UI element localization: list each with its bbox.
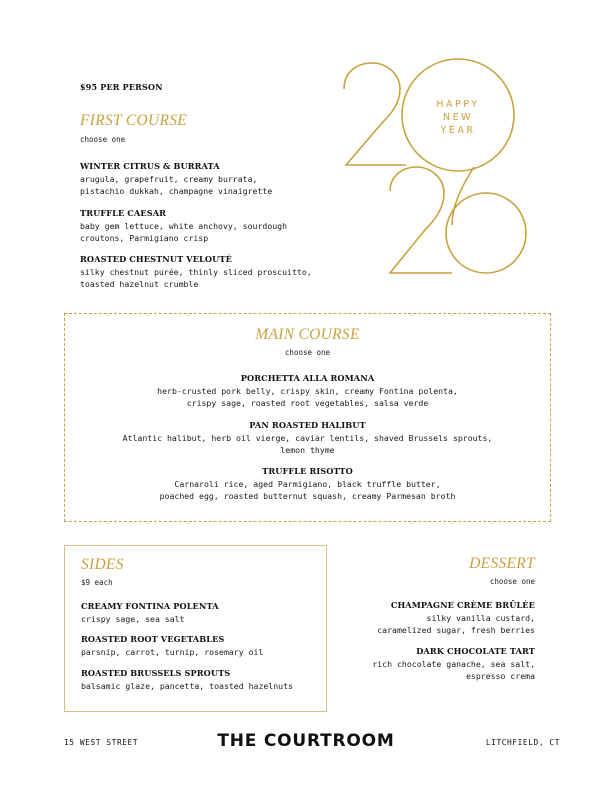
dish-description: crispy sage, roasted root vegetables, salsa verde <box>186 398 429 409</box>
dish-name: TRUFFLE CAESAR <box>80 207 167 218</box>
dish-name: DARK CHOCOLATE TART <box>416 645 535 656</box>
dish-description: pistachio dukkah, champagne vinaigrette <box>80 186 273 197</box>
dish-name: ROASTED ROOT VEGETABLES <box>81 634 225 645</box>
dish-description: rich chocolate ganache, sea salt, <box>372 658 535 669</box>
new-year-2026-logo <box>334 55 534 285</box>
dish-description: Atlantic halibut, herb oil vierge, caviar lentils, shaved Brussels sprouts, <box>122 432 493 443</box>
menu-item <box>80 208 350 245</box>
price-per-person: $95 PER PERSON <box>80 82 163 92</box>
dish-description: baby gem lettuce, white anchovy, sourdough <box>80 220 288 231</box>
dish-name: CREAMY FONTINA POLENTA <box>81 601 219 611</box>
new-text: NEW <box>442 112 474 123</box>
dish-name: PAN ROASTED HALIBUT <box>249 419 366 430</box>
first-course-section <box>80 112 350 301</box>
menu-item <box>330 646 535 683</box>
menu-item <box>81 601 326 625</box>
digit-two-top-icon <box>344 63 406 165</box>
dish-description: croutons, Parmigiano crisp <box>80 232 209 243</box>
dish-description: poached egg, roasted butternut squash, creamy Parmesan broth <box>159 491 456 502</box>
menu-item <box>65 420 550 457</box>
year-text: YEAR <box>440 125 476 136</box>
dish-name: WINTER CITRUS & BURRATA <box>80 161 220 171</box>
dish-description: herb-crusted pork belly, crispy skin, creamy Fontina polenta, <box>157 386 458 396</box>
dish-name: PORCHETTA ALLA ROMANA <box>240 373 375 383</box>
dish-name: ROASTED CHESTNUT VELOUTÉ <box>80 254 232 265</box>
dish-description: balsamic glaze, pancetta, toasted hazelnuts <box>81 680 293 691</box>
sides-price: $9 each <box>81 578 113 587</box>
menu-item <box>330 600 535 637</box>
sides-title: SIDES <box>81 556 124 573</box>
footer-location: LITCHFIELD, CT <box>485 738 560 747</box>
digit-six-loop-icon <box>446 193 526 273</box>
dish-name: TRUFFLE RISOTTO <box>262 466 353 477</box>
restaurant-brand: THE COURTROOM <box>217 731 395 751</box>
menu-item <box>65 466 550 503</box>
dessert-subtitle: choose one <box>489 577 535 586</box>
main-course-section <box>64 313 551 522</box>
sides-section <box>64 545 327 712</box>
happy-text: HAPPY <box>436 99 480 110</box>
dish-description: caramelized sugar, fresh berries <box>377 625 535 636</box>
dish-description: crispy sage, sea salt <box>81 614 185 624</box>
menu-item <box>80 254 350 291</box>
main-course-title: MAIN COURSE <box>255 326 360 343</box>
dish-description: silky vanilla custard, <box>426 613 535 623</box>
dish-description: arugula, grapefruit, creamy burrata, <box>80 174 258 184</box>
dish-description: parsnip, carrot, turnip, rosemary oil <box>81 647 264 658</box>
menu-item <box>81 634 326 658</box>
dish-description: espresso crema <box>465 670 535 681</box>
dish-description: lemon thyme <box>280 444 335 455</box>
dish-description: toasted hazelnut crumble <box>80 279 199 290</box>
menu-item <box>65 373 550 410</box>
footer-address: 15 WEST STREET <box>64 738 139 747</box>
dish-name: CHAMPAGNE CRÈME BRÛLÉE <box>390 600 535 610</box>
dish-description: silky chestnut purée, thinly sliced proscuitto, <box>80 267 312 278</box>
dessert-section <box>330 555 535 691</box>
digit-two-bottom-icon <box>390 167 452 273</box>
dish-name: ROASTED BRUSSELS SPROUTS <box>81 667 231 678</box>
first-course-title: FIRST COURSE <box>80 112 188 129</box>
dish-description: Carnaroli rice, aged Parmigiano, black truffle butter, <box>174 479 441 490</box>
menu-item <box>81 668 326 692</box>
dessert-title: DESSERT <box>469 555 535 572</box>
first-course-subtitle: choose one <box>80 135 126 144</box>
main-course-subtitle: choose one <box>284 348 331 357</box>
menu-item <box>80 161 350 198</box>
